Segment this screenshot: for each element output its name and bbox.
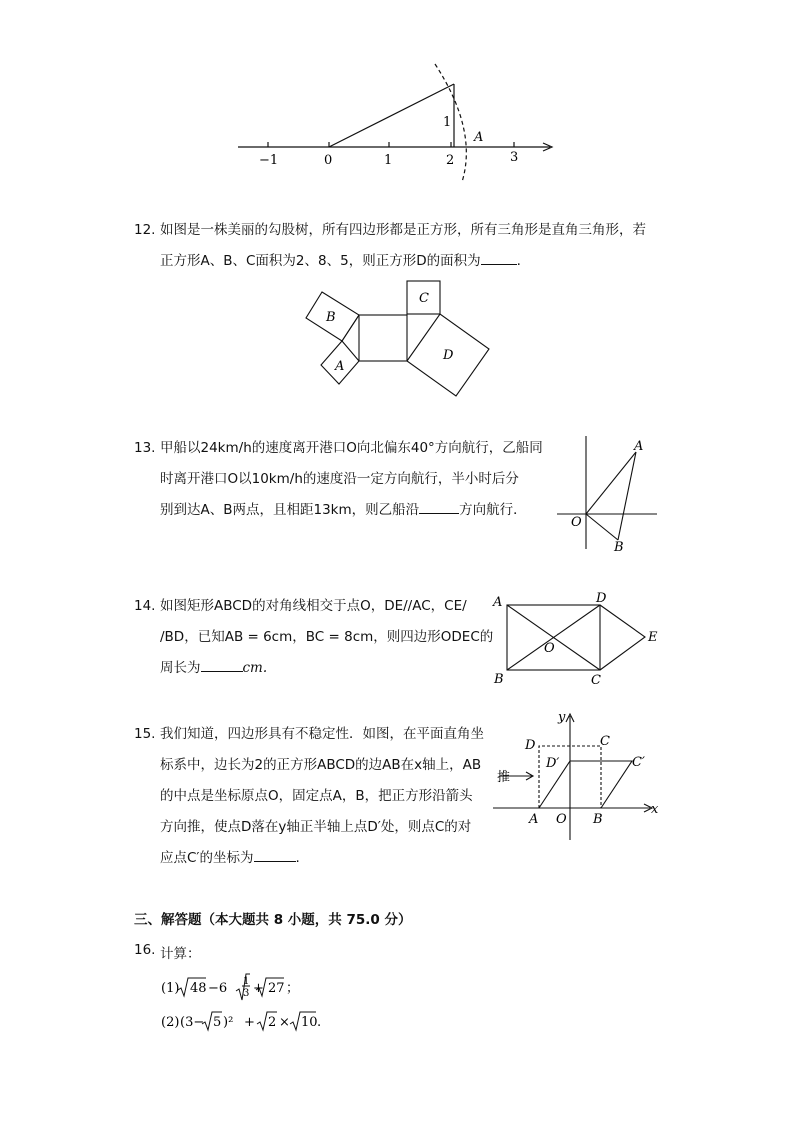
point-a-label: A: [474, 130, 484, 145]
question-13-line-3: 别到达A、B两点，且相距13km，则乙船沿 方向航行．: [160, 495, 527, 525]
pythagoras-tree-figure: [0, 270, 794, 410]
part-label: (1): [161, 981, 180, 996]
answer-blank[interactable]: [201, 657, 243, 672]
tick-label: 2: [446, 153, 455, 168]
question-12-line-2: 正方形A、B、C面积为2、8、5，则正方形D的面积为 .: [160, 246, 521, 276]
label-c: C: [591, 673, 601, 688]
question-12-line-1: 如图是一株美丽的勾股树，所有四边形都是正方形，所有三角形是直角三角形，若: [160, 222, 646, 238]
label-a: A: [634, 439, 644, 454]
operator: +: [244, 1015, 255, 1030]
label-d: D: [443, 348, 454, 363]
tick-label: 0: [324, 153, 333, 168]
radicand: 27: [268, 981, 285, 996]
question-14-line-3: 周长为 cm.: [160, 653, 267, 683]
label-b: B: [593, 812, 603, 827]
segment-oa: [586, 452, 636, 514]
fraction-numerator: 1: [243, 976, 250, 987]
operator: −6: [208, 981, 228, 996]
question-number: 13.: [134, 440, 156, 456]
radicand: 2: [268, 1015, 277, 1030]
tick-label: −1: [259, 153, 279, 168]
label-push: 推: [497, 770, 511, 785]
end-mark: ；: [286, 981, 300, 996]
tick-label: 3: [510, 150, 519, 165]
radicand: 5: [213, 1015, 222, 1030]
radicand: 48: [190, 981, 207, 996]
ship-bearing-figure: [550, 430, 670, 555]
segment-ab: [618, 452, 636, 540]
answer-blank[interactable]: [481, 250, 517, 265]
answer-blank[interactable]: [254, 847, 296, 862]
expression-2: [150, 1006, 370, 1040]
label-d-prime: D′: [546, 756, 560, 771]
question-15-line-4: 方向推，使点D落在y轴正半轴上点D′处，则点C的对: [160, 819, 472, 835]
expression-1: [150, 966, 350, 1006]
question-13-line-1: 甲船以24km/h的速度离开港口O向北偏东40°方向航行，乙船同: [160, 440, 543, 456]
label-d: D: [525, 738, 536, 753]
question-13-line-2: 时离开港口O以10km/h的速度沿一定方向航行，半小时后分: [160, 471, 519, 487]
expr-part: )²: [223, 1015, 234, 1030]
leg-label: 1: [443, 115, 452, 130]
coordinate-square-figure: [488, 705, 668, 845]
segment-ob: [586, 514, 618, 540]
label-c: C: [419, 291, 429, 306]
expr-part: (3−: [180, 1015, 205, 1030]
question-14-line-1: 如图矩形ABCD的对角线相交于点O，DE//AC，CE/: [160, 598, 467, 614]
label-e: E: [648, 630, 658, 645]
label-c-prime: C′: [632, 755, 645, 770]
label-b: B: [326, 310, 336, 325]
center-square: [359, 315, 407, 361]
rectangle-figure: [488, 588, 668, 688]
label-o: O: [544, 641, 555, 656]
number-line-figure: [0, 0, 794, 200]
label-a: A: [529, 812, 539, 827]
question-15-line-2: 标系中，边长为2的正方形ABCD的边AB在x轴上，AB: [160, 757, 482, 773]
hypotenuse: [329, 84, 454, 147]
question-15-line-5: 应点C′的坐标为 .: [160, 843, 300, 873]
question-15-line-1: 我们知道，四边形具有不稳定性．如图，在平面直角坐: [160, 726, 484, 742]
segments-de-ec: [600, 605, 645, 670]
section-title: 三、解答题（本大题共 8 小题，共 75.0 分）: [134, 912, 412, 928]
label-b: B: [494, 672, 504, 687]
operator: +: [253, 981, 264, 996]
end-mark: .: [317, 1015, 322, 1030]
label-c: C: [600, 734, 610, 749]
question-number: 16.: [134, 942, 156, 958]
question-number: 12.: [134, 222, 156, 238]
question-number: 15.: [134, 726, 156, 742]
label-o: O: [556, 812, 567, 827]
fraction-denominator: 3: [243, 988, 250, 999]
tick-label: 1: [384, 153, 393, 168]
label-o: O: [571, 515, 582, 530]
answer-blank[interactable]: [419, 499, 459, 514]
label-x: x: [651, 802, 659, 817]
question-14-line-2: /BD，已知AB = 6cm，BC = 8cm，则四边形ODEC的: [160, 629, 494, 645]
label-d: D: [596, 591, 607, 606]
label-a: A: [493, 595, 503, 610]
part-label: (2): [161, 1015, 180, 1030]
question-16-prompt: 计算：: [160, 946, 201, 962]
label-y: y: [558, 710, 566, 725]
operator: ×: [279, 1015, 290, 1030]
question-15-line-3: 的中点是坐标原点O，固定点A，B，把正方形沿箭头: [160, 788, 473, 804]
label-a: A: [335, 359, 345, 374]
radicand: 10: [301, 1015, 318, 1030]
question-number: 14.: [134, 598, 156, 614]
label-b: B: [614, 540, 624, 555]
